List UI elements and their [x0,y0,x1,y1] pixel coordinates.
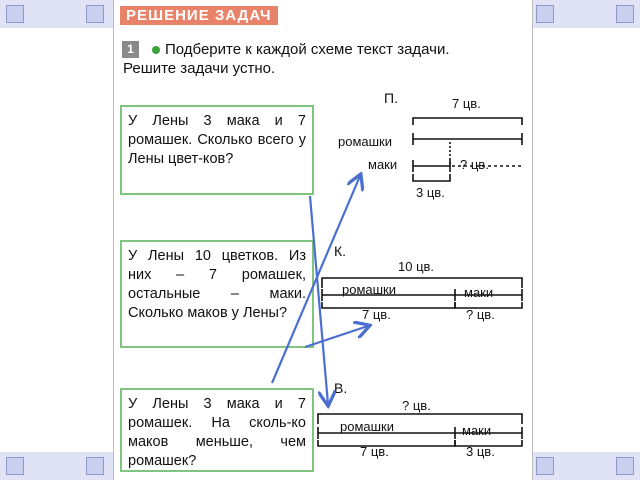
scheme-k-letter: К. [334,243,347,259]
scheme-k-question: ? цв. [466,307,495,322]
scheme-v-value-a: 7 цв. [360,444,389,459]
section-header: РЕШЕНИЕ ЗАДАЧ [120,6,278,25]
scheme-v-top-brace [318,414,522,424]
scheme-p-top-value: 7 цв. [452,96,481,111]
scheme-k-top-value: 10 цв. [398,259,435,274]
task-line-2: Решите задачи устно. [123,60,276,77]
problem-box-2: У Лены 10 цветков. Из них – 7 ромашек, остальные – маки. Сколько маков у Лены? [120,240,314,348]
scheme-k-label-a: ромашки [342,282,397,297]
scheme-v-bottom-brace-b [455,440,522,446]
scheme-p-label-b: маки [368,157,398,172]
scheme-v-bottom-brace-a [318,440,455,446]
task-number: 1 [122,41,139,58]
scheme-p-letter: П. [384,90,398,106]
scheme-k-top-brace [322,278,522,288]
scheme-p-top-brace [413,118,522,125]
problem-box-3: У Лены 3 мака и 7 ромашек. На сколь-ко маков меньше, чем ромашек? [120,388,314,472]
scheme-v-top-value: ? цв. [402,398,431,413]
scheme-k-bottom-brace-b [455,302,522,308]
scheme-k-value-a: 7 цв. [362,307,391,322]
scheme-v-value-b: 3 цв. [466,444,495,459]
scheme-p-bottom-value: 3 цв. [416,185,445,200]
task-line-1: Подберите к каждой схеме текст задачи. [165,41,450,58]
scheme-k-bottom-brace-a [322,302,455,308]
match-arrow-1 [310,196,328,404]
match-arrow-3 [305,326,368,347]
problem-box-1: У Лены 3 мака и 7 ромашек. Сколько всего у Лены цвет-ков? [120,105,314,195]
scheme-k-label-b: маки [464,285,494,300]
match-arrow-2 [272,176,360,383]
scheme-v-label-a: ромашки [340,419,395,434]
scheme-p-label-a: ромашки [338,134,393,149]
scheme-v-label-b: маки [462,423,492,438]
scheme-p-question: ? цв. [460,157,489,172]
scheme-p-bottom-brace [413,174,450,181]
scheme-v-letter: В. [334,380,348,396]
